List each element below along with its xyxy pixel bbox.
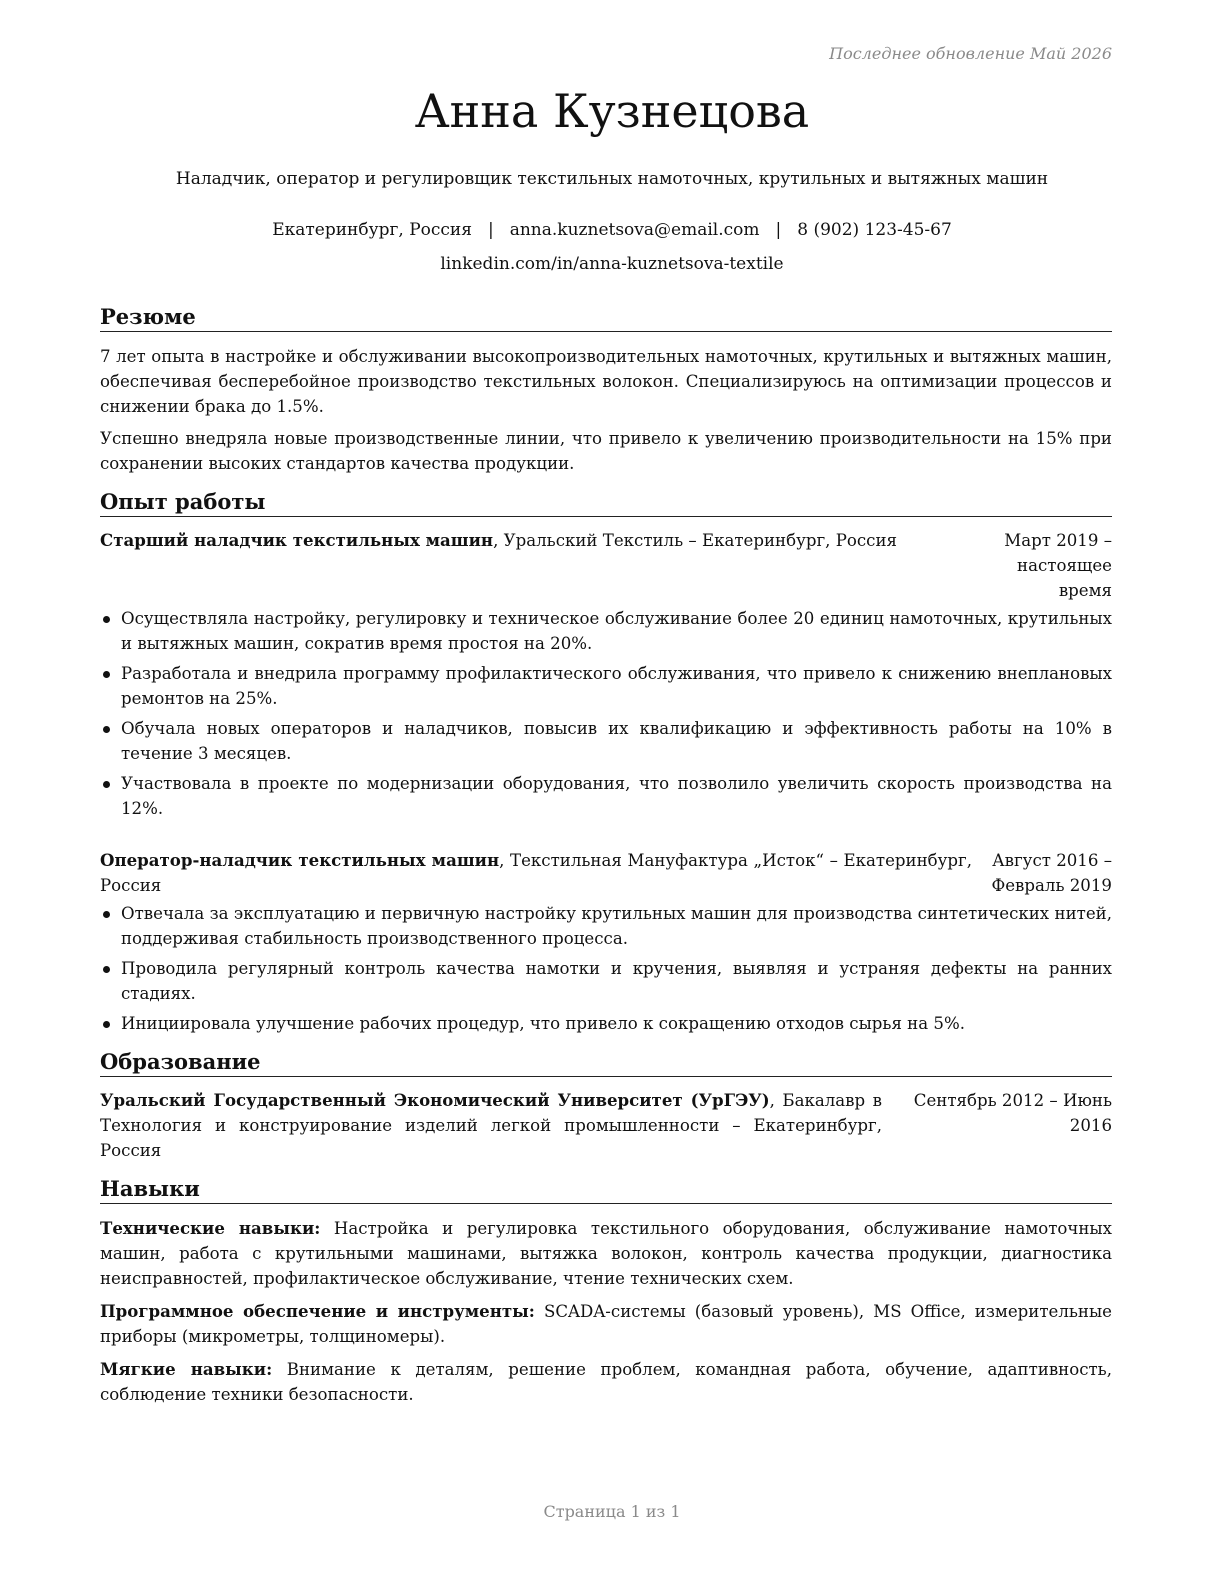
job-position: Оператор-наладчик текстильных машин: [100, 850, 500, 870]
skills-label: Мягкие навыки:: [100, 1359, 273, 1379]
list-item: Отвечала за эксплуатацию и первичную настройку крутильных машин для производства синтетических нитей, поддерживая стабильность производственного процесса.: [100, 901, 1112, 951]
list-item: Обучала новых операторов и наладчиков, повысив их квалификацию и эффективность работы на 10% в течение 3 месяцев.: [100, 716, 1112, 766]
list-item: Участвовала в проекте по модернизации оборудования, что позволило увеличить скорость производства на 12%.: [100, 771, 1112, 821]
list-item: Разработала и внедрила программу профилактического обслуживания, что привело к снижению внеплановых ремонтов на 25%.: [100, 661, 1112, 711]
job-dates: Март 2019 – настоящее время: [1004, 531, 1112, 600]
last-updated: Последнее обновление Май 2026: [829, 44, 1112, 63]
candidate-name: Анна Кузнецова: [414, 84, 810, 138]
skills-software: [100, 1299, 1112, 1349]
job-company: , Текстильная Мануфактура „Исток“ – Екатеринбург, Россия: [100, 851, 972, 895]
location: Екатеринбург, Россия: [272, 220, 472, 240]
section-title-experience: Опыт работы: [100, 488, 1112, 517]
education-entry: [100, 1088, 1112, 1163]
section-title-summary: Резюме: [100, 303, 1112, 332]
job-header: [100, 528, 1112, 603]
education-details: , Бакалавр в Технология и конструирование изделий легкой промышленности – Екатеринбург, Россия: [100, 1091, 883, 1160]
skills-technical: [100, 1216, 1112, 1291]
list-item: Проводила регулярный контроль качества намотки и кручения, выявляя и устраняя дефекты на ранних стадиях.: [100, 956, 1112, 1006]
phone: 8 (902) 123-45-67: [797, 220, 952, 240]
job-position: Старший наладчик текстильных машин: [100, 530, 494, 550]
job-company: , Уральский Текстиль – Екатеринбург, Россия: [493, 531, 897, 550]
job-bullets: [100, 606, 1112, 821]
summary-paragraph: 7 лет опыта в настройке и обслуживании высокопроизводительных намоточных, крутильных и вытяжных машин, обеспечивая бесперебойное производство текстильных волокон. Специализируюсь на оптимизации процессов и снижении брака до 1.5%.: [100, 347, 1112, 416]
skills-text: Настройка и регулировка текстильного оборудования, обслуживание намоточных машин, работа с крутильными машинами, вытяжка волокон, контроль качества продукции, диагностика неисправностей, профилактическое обслуживание, чтение технических схем.: [100, 1219, 1112, 1288]
separator: |: [775, 220, 782, 240]
skills-label: Технические навыки:: [100, 1218, 321, 1238]
page-number: Страница 1 из 1: [543, 1502, 681, 1521]
skills-label: Программное обеспечение и инструменты:: [100, 1301, 535, 1321]
contact-line: [0, 220, 1224, 240]
section-title-education: Образование: [100, 1048, 1112, 1077]
resume-body: [100, 303, 1112, 1407]
job-bullets: [100, 901, 1112, 1036]
list-item: Инициировала улучшение рабочих процедур, что привело к сокращению отходов сырья на 5%.: [100, 1011, 1112, 1036]
skills-soft: [100, 1357, 1112, 1407]
candidate-title: Наладчик, оператор и регулировщик текстильных намоточных, крутильных и вытяжных машин: [175, 169, 1049, 189]
email-link[interactable]: anna.kuznetsova@email.com: [509, 220, 760, 240]
list-item: Осуществляла настройку, регулировку и техническое обслуживание более 20 единиц намоточных, крутильных и вытяжных машин, сократив время простоя на 20%.: [100, 606, 1112, 656]
linkedin-link[interactable]: linkedin.com/in/anna-kuznetsova-textile: [440, 254, 784, 274]
education-institution: Уральский Государственный Экономический Университет (УрГЭУ): [100, 1090, 770, 1110]
section-title-skills: Навыки: [100, 1175, 1112, 1204]
job-header: [100, 848, 1112, 898]
separator: |: [487, 220, 494, 240]
summary-paragraph: Успешно внедряла новые производственные линии, что привело к увеличению производительности на 15% при сохранении высоких стандартов качества продукции.: [100, 429, 1112, 473]
skills-text: Внимание к деталям, решение проблем, командная работа, обучение, адаптивность, соблюдение техники безопасности.: [100, 1360, 1112, 1404]
skills-text: SCADA-системы (базовый уровень), MS Office, измерительные приборы (микрометры, толщиномеры).: [100, 1302, 1112, 1346]
job-dates: Август 2016 – Февраль 2019: [991, 851, 1112, 895]
education-dates: Сентябрь 2012 – Июнь 2016: [913, 1091, 1112, 1135]
